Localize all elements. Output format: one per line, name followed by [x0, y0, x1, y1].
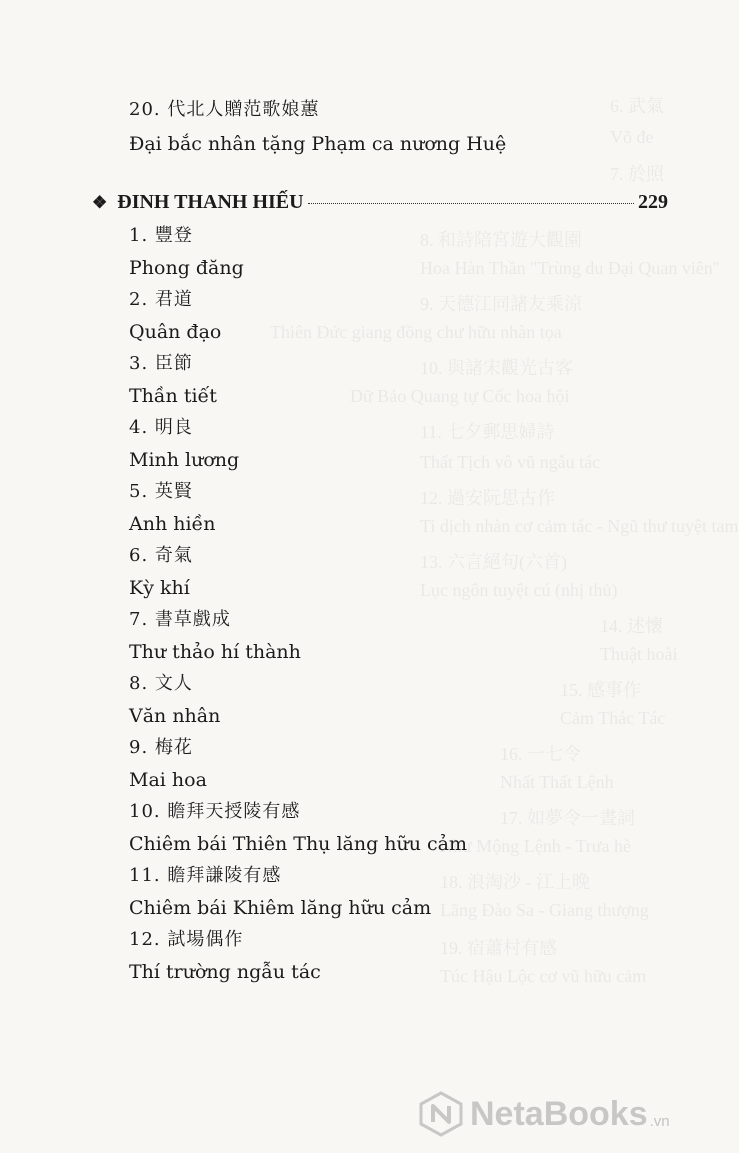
poem-title-viet: Chiêm bái Khiêm lăng hữu cảm	[129, 897, 432, 919]
watermark-tld: .vn	[649, 1112, 670, 1130]
poem-title-han: 1. 豐登	[129, 225, 193, 246]
poem-title-viet: Thí trường ngẫu tác	[129, 961, 321, 983]
poem-title-han: 6. 奇氣	[129, 545, 193, 566]
poem-title-han: 5. 英賢	[129, 481, 193, 502]
poem-title-viet: Phong đăng	[129, 257, 244, 279]
poem-title-han: 2. 君道	[129, 289, 193, 310]
poem-title-viet: Minh lương	[129, 449, 240, 471]
netabooks-watermark	[418, 1086, 693, 1142]
poem-title-viet: Thần tiết	[129, 385, 217, 407]
watermark-brand: NetaBooks	[470, 1094, 648, 1133]
poem-title-han: 12. 試場偶作	[129, 929, 244, 950]
show-through-background: 6. 武氣 Võ đe 7. 於照 8. 和詩陪宮遊大觀園 Hoa Hàn Thần "Trùng du Đại Quan viên" 9. 天德江同諸友乘涼 Thiên Đức giang đồng chư hữu nhàn tọa 10. 與諸宋觀光古客 Dữ Bảo Quang tự Cốc hoa hội 11. 七夕郵思婦詩 Thất Tịch vô vũ ngẫu tác 12. 過安阮思古作 Ti dịch nhàn cơ cảm tác - Ngũ thư tuyệt tam 13. 六言絕句(六首) Lục ngôn tuyệt cú (nhị thủ) 14. 述懷 Thuật hoài 15. 感事作 Cảm Thác Tác 16. 一七令 Nhất Thất Lệnh 17. 如夢令一晝詞 Như Mộng Lệnh - Trưa hè 18. 浪淘沙 - 江上晚 Lãng Đào Sa - Giang thượng 19. 宿蕭村有感 Túc Hậu Lộc cơ vũ hữu cảm	[270, 96, 739, 986]
poem-title-han: 9. 梅花	[129, 737, 193, 758]
poem-title-han: 11. 瞻拜謙陵有感	[129, 865, 282, 886]
section-heading	[92, 191, 668, 215]
poem-title-viet: Chiêm bái Thiên Thụ lăng hữu cảm	[129, 833, 468, 855]
dot-leader	[308, 203, 634, 204]
poem-title-han: 10. 瞻拜天授陵有感	[129, 801, 301, 822]
poem-title-han: 3. 臣節	[129, 353, 193, 374]
poem-title-viet-20: Đại bắc nhân tặng Phạm ca nương Huệ	[129, 133, 507, 155]
netabooks-logo-icon	[418, 1091, 464, 1137]
poem-title-viet: Mai hoa	[129, 769, 207, 791]
section-author-name: ĐINH THANH HIẾU	[117, 191, 304, 213]
poem-title-viet: Quân đạo	[129, 321, 222, 343]
poem-title-han: 7. 書草戲成	[129, 609, 231, 630]
poem-title-viet: Anh hiền	[129, 513, 216, 535]
poem-title-viet: Văn nhân	[129, 705, 221, 727]
poem-title-viet: Kỳ khí	[129, 577, 190, 599]
diamond-bullet-icon: ❖	[92, 193, 108, 212]
section-page-number: 229	[638, 191, 668, 213]
poem-title-han-20: 20. 代北人贈范歌娘蕙	[129, 99, 320, 120]
poem-title-han: 8. 文人	[129, 673, 193, 694]
poem-title-han: 4. 明良	[129, 417, 193, 438]
poem-title-viet: Thư thảo hí thành	[129, 641, 301, 663]
